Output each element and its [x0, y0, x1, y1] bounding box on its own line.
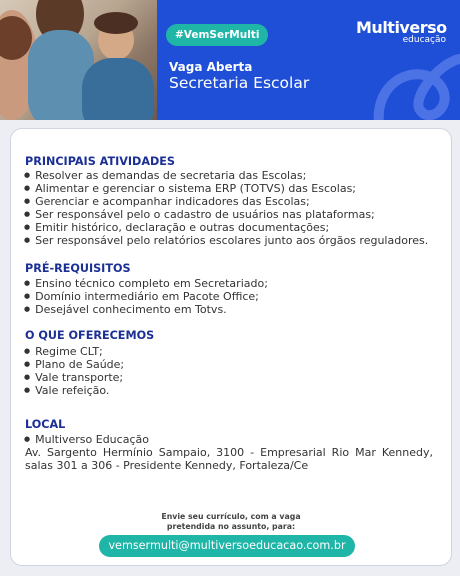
- list-item: ● Ensino técnico completo em Secretariado;: [24, 277, 268, 290]
- list-requisitos: [24, 277, 268, 316]
- decorative-swirl-icon: [360, 40, 460, 120]
- team-photo: [0, 0, 157, 120]
- list-item: ● Vale refeição.: [24, 384, 124, 397]
- section-title-requisitos: PRÉ-REQUISITOS: [25, 262, 131, 275]
- section-title-oferecemos: O QUE OFERECEMOS: [25, 329, 155, 342]
- list-item: ● Multiverso Educação: [24, 433, 149, 446]
- list-local: [24, 433, 149, 446]
- list-atividades: [24, 169, 428, 247]
- hashtag-badge: #VemSerMulti: [166, 24, 268, 46]
- send-line-1: Envie seu currículo, com a vaga: [161, 512, 301, 521]
- list-item: ● Vale transporte;: [24, 371, 124, 384]
- list-item: ● Gerenciar e acompanhar indicadores das Escolas;: [24, 195, 428, 208]
- list-item: ● Plano de Saúde;: [24, 358, 124, 371]
- list-item: ● Desejável conhecimento em Totvs.: [24, 303, 268, 316]
- job-details-card: [10, 128, 452, 566]
- send-line-2: pretendida no assunto, para:: [166, 522, 296, 531]
- section-title-local: LOCAL: [25, 418, 66, 431]
- logo-main-text: Multiverso: [356, 18, 447, 37]
- list-item: ● Ser responsável pelo o cadastro de usuários nas plataformas;: [24, 208, 428, 221]
- email-button[interactable]: vemsermulti@multiversoeducacao.com.br: [99, 535, 355, 557]
- list-item: ● Ser responsável pelo relatórios escolares junto aos órgãos reguladores.: [24, 234, 428, 247]
- section-title-atividades: PRINCIPAIS ATIVIDADES: [25, 155, 175, 168]
- list-item: ● Alimentar e gerenciar o sistema ERP (TOTVS) das Escolas;: [24, 182, 428, 195]
- send-instructions: [11, 512, 451, 532]
- list-oferecemos: [24, 345, 124, 397]
- address-text: Av. Sargento Hermínio Sampaio, 3100 - Empresarial Rio Mar Kennedy, salas 301 a 306 - Presidente Kennedy, Fortaleza/Ce: [25, 446, 433, 472]
- list-item: ● Emitir histórico, declaração e outras documentações;: [24, 221, 428, 234]
- job-title: Secretaria Escolar: [169, 74, 310, 92]
- list-item: ● Domínio intermediário em Pacote Office;: [24, 290, 268, 303]
- list-item: ● Regime CLT;: [24, 345, 124, 358]
- vaga-label: Vaga Aberta: [169, 60, 253, 74]
- list-item: ● Resolver as demandas de secretaria das Escolas;: [24, 169, 428, 182]
- logo-sub-text: educação: [402, 35, 446, 45]
- header-banner: [0, 0, 460, 120]
